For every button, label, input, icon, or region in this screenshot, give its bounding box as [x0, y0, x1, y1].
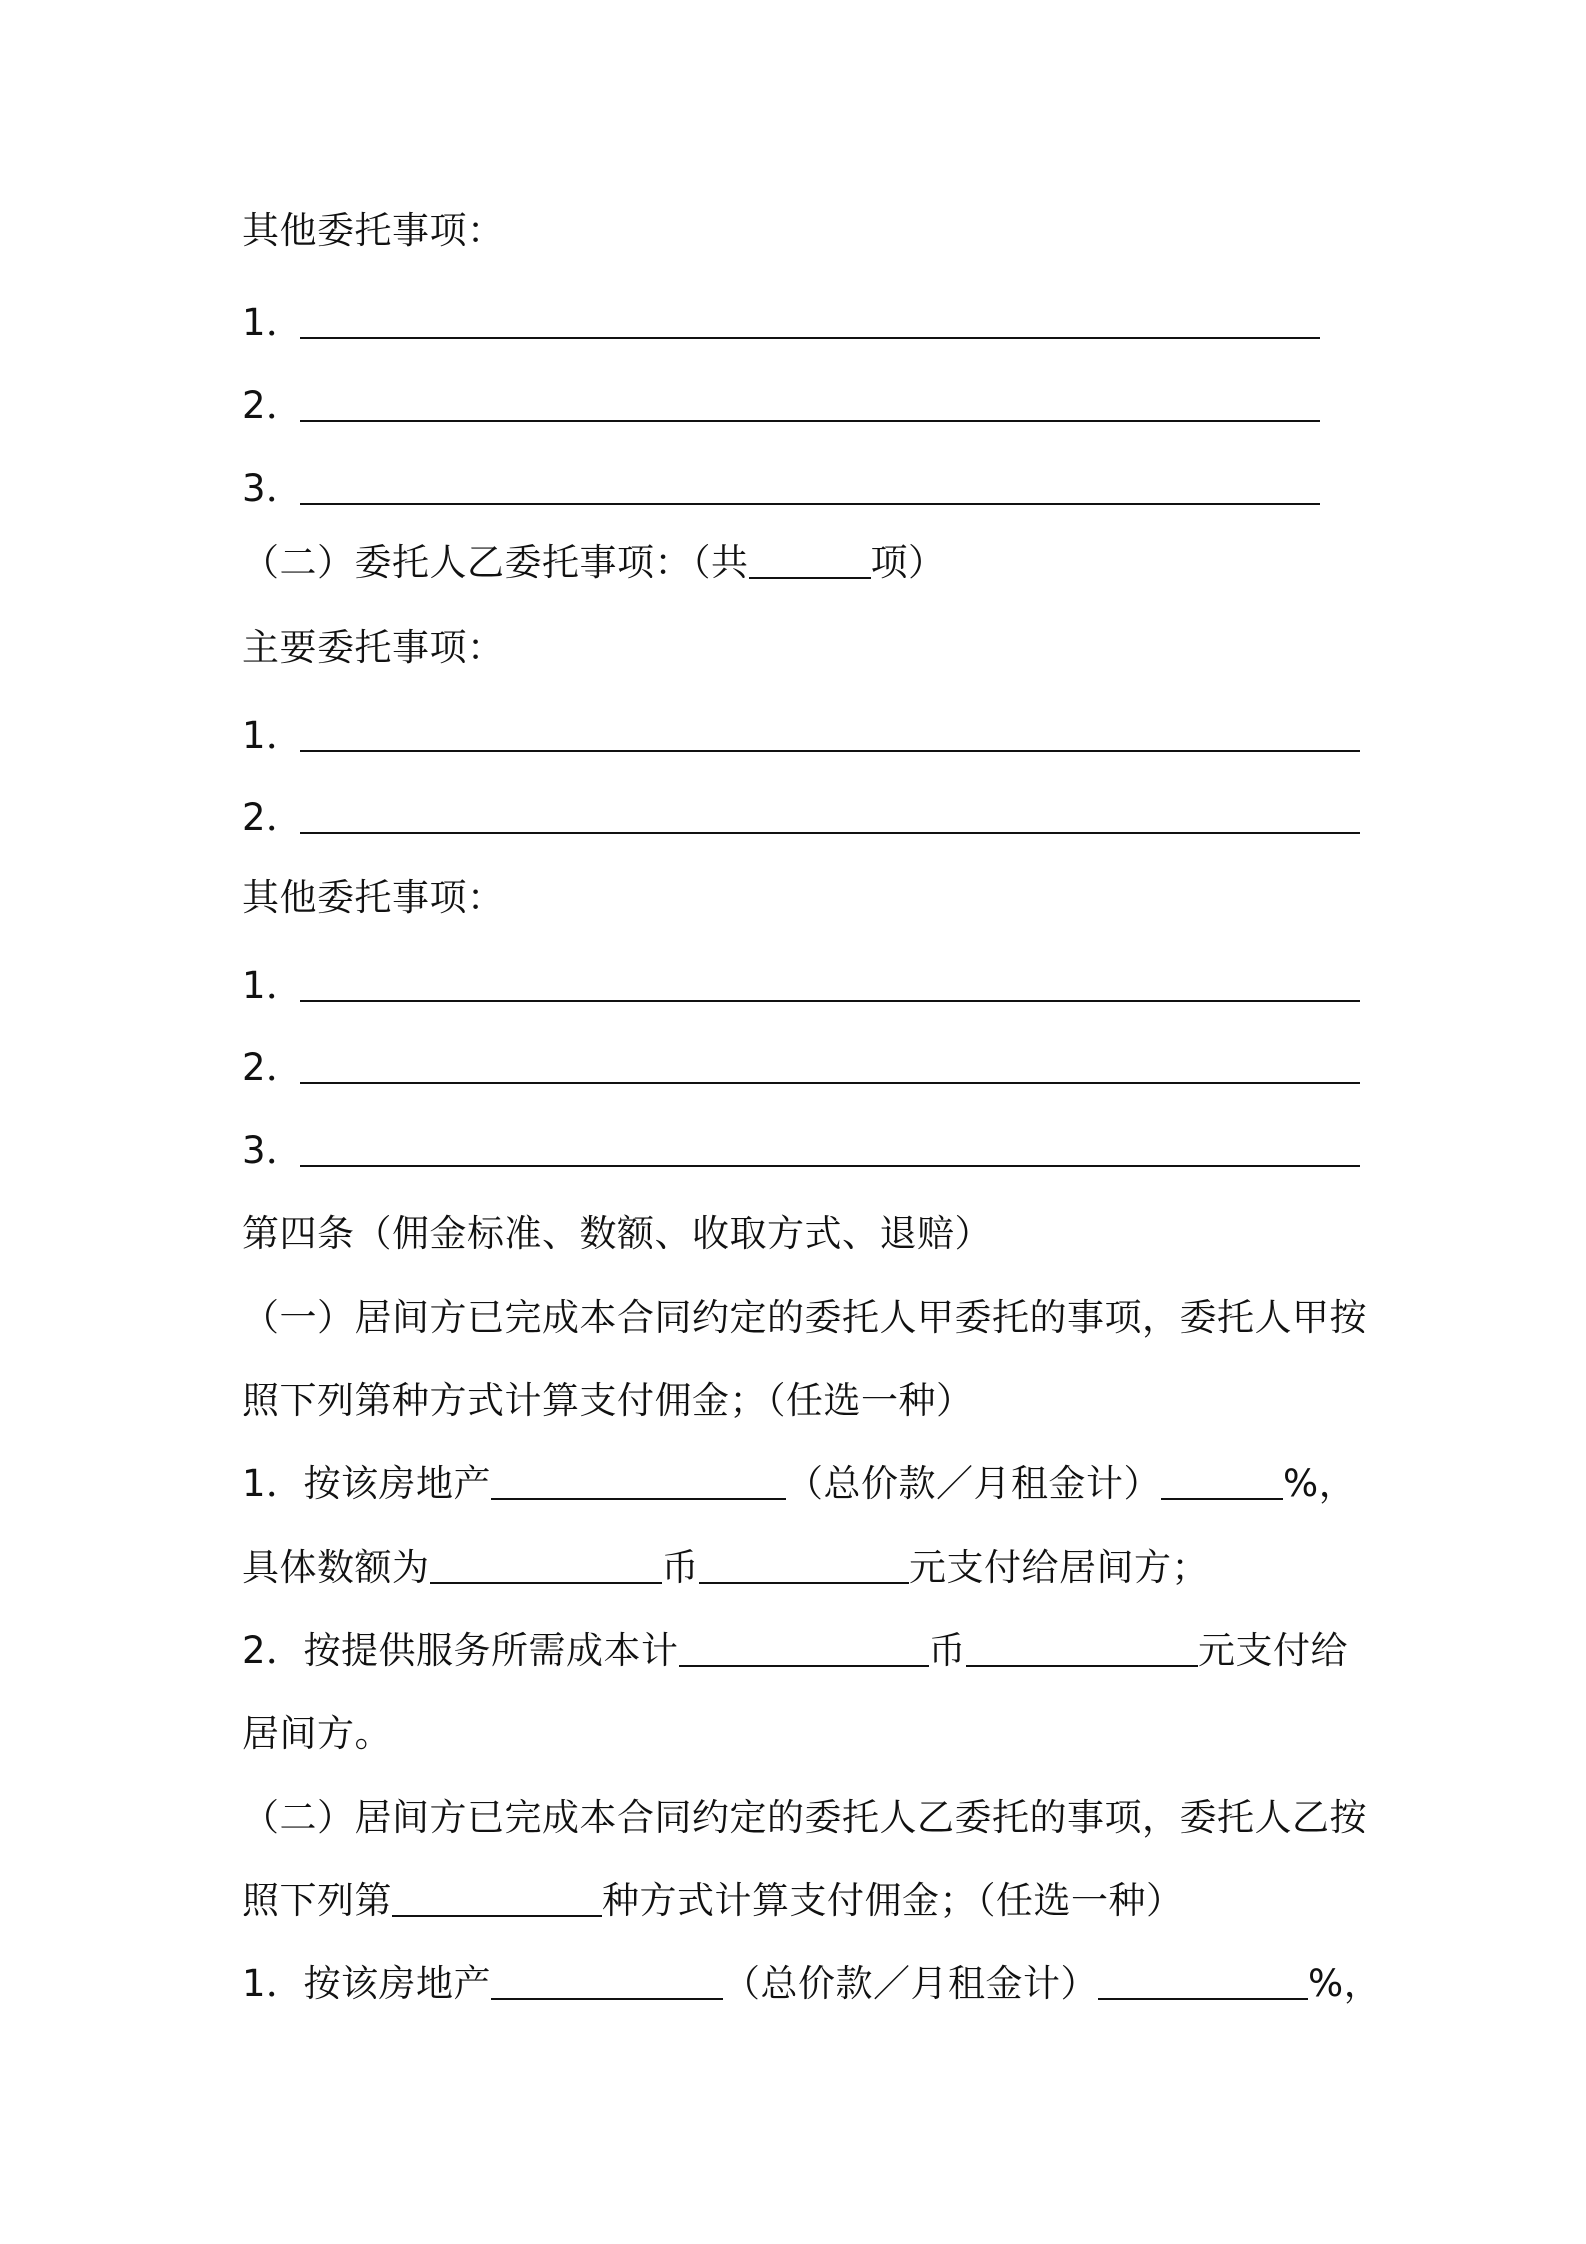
other-matter-b-item-2: 2． [242, 1042, 1360, 1094]
main-matters-heading: 主要委托事项： [242, 626, 505, 669]
item-count-blank[interactable] [749, 541, 871, 579]
fill-blank[interactable] [1098, 1962, 1308, 2000]
fill-blank[interactable] [966, 1629, 1198, 1667]
sec1-option-2-cont: 居间方。 [242, 1712, 392, 1755]
fill-blank[interactable] [300, 796, 1360, 834]
other-matter-b-item-1: 1． [242, 960, 1360, 1012]
sec1-line1: （一）居间方已完成本合同约定的委托人甲委托的事项，委托人甲按 [242, 1296, 1367, 1339]
fill-blank[interactable] [699, 1546, 909, 1584]
other-matters-heading: 其他委托事项： [242, 209, 505, 252]
fill-blank[interactable] [300, 384, 1320, 422]
fill-blank[interactable] [1161, 1462, 1283, 1500]
fill-blank[interactable] [300, 1046, 1360, 1084]
sec1-option-2: 2．按提供服务所需成本计 币 元支付给 [242, 1629, 1349, 1672]
sec1-line2: 照下列第种方式计算支付佣金；（任选一种） [242, 1379, 974, 1422]
fill-blank[interactable] [392, 1879, 602, 1917]
fill-blank[interactable] [300, 964, 1360, 1002]
fill-blank[interactable] [491, 1462, 786, 1500]
sec2-line2: 照下列第 种方式计算支付佣金；（任选一种） [242, 1879, 1184, 1922]
article-4-title: 第四条（佣金标准、数额、收取方式、退赔） [242, 1212, 992, 1255]
other-matter-item-1: 1． [242, 297, 1320, 349]
fill-blank[interactable] [679, 1629, 929, 1667]
other-matter-item-2: 2． [242, 380, 1320, 432]
sec2-option-1: 1．按该房地产 （总价款／月租金计） %， [242, 1962, 1382, 2005]
fill-blank[interactable] [300, 467, 1320, 505]
party-b-matters-heading: （二）委托人乙委托事项：（共 项） [242, 541, 946, 584]
main-matter-item-1: 1． [242, 710, 1360, 762]
sec1-option-1: 1．按该房地产 （总价款／月租金计） %， [242, 1462, 1357, 1505]
fill-blank[interactable] [300, 714, 1360, 752]
fill-blank[interactable] [300, 301, 1320, 339]
main-matter-item-2: 2． [242, 792, 1360, 844]
other-matter-b-item-3: 3． [242, 1125, 1360, 1177]
fill-blank[interactable] [300, 1129, 1360, 1167]
fill-blank[interactable] [491, 1962, 723, 2000]
other-matter-item-3: 3． [242, 463, 1320, 515]
fill-blank[interactable] [430, 1546, 662, 1584]
sec1-option-1-amount: 具体数额为 币 元支付给居间方； [242, 1546, 1209, 1589]
other-matters-heading-b: 其他委托事项： [242, 876, 505, 919]
sec2-line1: （二）居间方已完成本合同约定的委托人乙委托的事项，委托人乙按 [242, 1796, 1367, 1839]
